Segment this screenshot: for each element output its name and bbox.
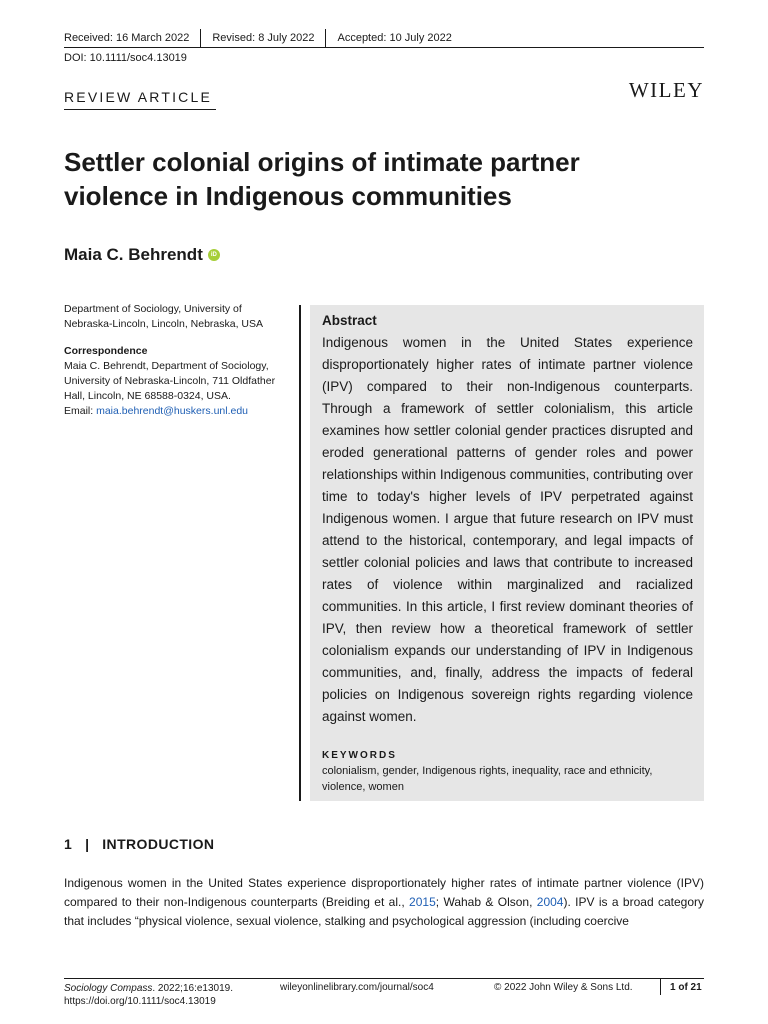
correspondence-heading: Correspondence	[64, 345, 148, 357]
date-divider	[200, 29, 201, 47]
author-name[interactable]: Maia C. Behrendt	[64, 245, 203, 264]
author	[64, 245, 220, 265]
body-text-1: Indigenous women in the United States experience disproportionately higher rates of intimate partner violence (IPV) compared to their non-Indigenous counterparts (Breiding et al.,	[64, 876, 704, 909]
section-heading	[64, 836, 214, 852]
citation-text: . 2022;16:e13019.	[152, 983, 234, 994]
article-type: REVIEW ARTICLE	[64, 89, 213, 105]
journal-name: Sociology Compass	[64, 983, 153, 994]
footer-divider	[660, 978, 661, 995]
column-divider	[299, 305, 301, 801]
footer-copyright: © 2022 John Wiley & Sons Ltd.	[494, 982, 633, 993]
affiliation: Department of Sociology, University of Nebraska-Lincoln, Lincoln, Nebraska, USA	[64, 303, 264, 330]
author-info	[64, 302, 292, 431]
accepted-date: Accepted: 10 July 2022	[337, 32, 452, 44]
citation-link[interactable]: 2004	[536, 895, 564, 909]
correspondence	[64, 344, 292, 419]
abstract-heading: Abstract	[322, 313, 377, 328]
footer-site[interactable]: wileyonlinelibrary.com/journal/soc4	[280, 982, 434, 993]
section-title: INTRODUCTION	[102, 836, 215, 852]
correspondence-address: Maia C. Behrendt, Department of Sociology, University of Nebraska-Lincoln, 711 Oldfather Hall, Lincoln, NE 68588-0324, USA.	[64, 360, 276, 402]
doi: DOI: 10.1111/soc4.13019	[64, 52, 187, 64]
article-title: Settler colonial origins of intimate partner violence in Indigenous communities	[64, 147, 580, 211]
abstract-text: Indigenous women in the United States experience disproportionately higher rates of intimate partner violence (IPV) compared to their non-Indigenous counterparts. Through a framework of settler colonialism, this article examines how settler colonial gender practices disrupted and eroded generational patterns of gender roles and power relationships within Indigenous communities, contributing over time to today's higher levels of IPV perpetrated against Indigenous women. I argue that future research on IPV must attend to the historical, contemporary, and legal impacts of settler colonial policies and laws that contribute to increased rates of violence within marginalized and racialized communities. In this article, I first review dominant theories of IPV, then review how a theoretical framework of settler colonialism expands our understanding of IPV in Indigenous communities, and, finally, address the impacts of federal policies on Indigenous sovereign rights regarding violence against women.	[322, 335, 693, 724]
header-rule	[64, 47, 704, 48]
footer-doi[interactable]: https://doi.org/10.1111/soc4.13019	[64, 996, 216, 1007]
section-number: 1	[64, 836, 73, 852]
section-separator: |	[85, 836, 90, 852]
keywords-text: colonialism, gender, Indigenous rights, inequality, race and ethnicity, violence, women	[322, 765, 653, 793]
date-divider	[325, 29, 326, 47]
keywords-heading: KEYWORDS	[322, 750, 397, 761]
orcid-icon[interactable]: iD	[208, 249, 220, 261]
footer-rule	[64, 978, 704, 979]
article-dates	[64, 29, 452, 47]
email-link[interactable]: maia.behrendt@huskers.unl.edu	[96, 405, 249, 417]
article-type-underline	[64, 109, 216, 110]
publisher-logo: WILEY	[628, 78, 704, 102]
revised-date: Revised: 8 July 2022	[212, 32, 315, 44]
citation-link[interactable]: 2015	[409, 895, 436, 909]
page-number: 1 of 21	[670, 982, 702, 993]
body-text-2: ; Wahab & Olson,	[435, 895, 537, 909]
received-date: Received: 16 March 2022	[64, 32, 190, 44]
footer-citation	[64, 982, 233, 1008]
email-label: Email:	[64, 405, 97, 417]
body-paragraph	[64, 874, 704, 931]
abstract	[322, 313, 693, 795]
body-text-3: ). IPV is a broad category that includes “physical violence, sexual violence, stalking and psychological aggression (including coercive	[64, 895, 704, 928]
